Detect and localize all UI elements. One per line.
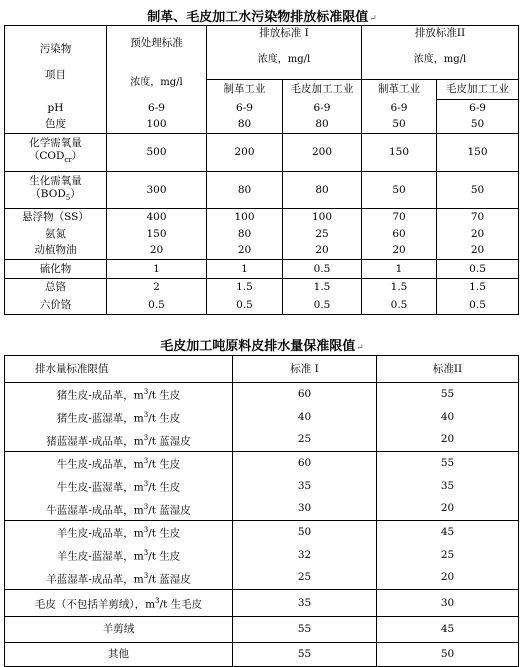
standard2-header: 排放标准II 浓度，mg/l — [362, 26, 519, 68]
table-row: 动植物油 20 20 20 20 20 — [5, 243, 519, 260]
table-header-row: 排水量标准限值 标准 I 标准II — [5, 356, 519, 383]
pollutant-header: 污染物 项目 — [5, 26, 107, 100]
table-row: 牛生皮-蓝湿革，$m^3/t$ 生皮 35 35 — [5, 475, 519, 498]
table-row: 牛生皮-成品革，$m^3/t$ 生皮 60 55 — [5, 452, 519, 475]
table-row: 猪生皮-成品革，$m^3/t$ 生皮 60 55 — [5, 383, 519, 406]
table-row: 牛蓝湿革-成品革，$m^3/t$ 蓝湿皮 30 20 — [5, 498, 519, 521]
table-row: 六价铬 0.5 0.5 0.5 0.5 0.5 — [5, 297, 519, 315]
table-row: 羊生皮-成品革，$m^3/t$ 生皮 50 45 — [5, 521, 519, 544]
sub-tanning-1: 制革工业 — [207, 80, 283, 100]
table-row: 化学需氧量 $(COD_{cr})$ 500 200 200 150 150 — [5, 134, 519, 172]
table-row: 羊剪绒 55 45 — [5, 617, 519, 643]
pollutant-limits-table — [4, 25, 519, 315]
sub-fur-1: 毛皮加工工业 — [283, 80, 362, 100]
table1-title: 制革、毛皮加工水污染物排放标准限值↵ — [147, 10, 377, 25]
table-row: 毛皮（不包括羊剪绒），$m^3/t$ 生毛皮 35 30 — [5, 590, 519, 617]
table-row: 羊生皮-蓝湿革，$m^3/t$ 生皮 32 25 — [5, 544, 519, 567]
table2-title: 毛皮加工吨原料皮排水量保准限值↵ — [160, 339, 364, 354]
pre-standard-header: 预处理标准 浓度，mg/l — [107, 26, 207, 100]
table-row: 总铬 2 1.5 1.5 1.5 1.5 — [5, 279, 519, 297]
table-row: 色度 100 80 80 50 50 — [5, 117, 519, 134]
standard1-header: 排放标准 I 浓度，mg/l — [207, 26, 362, 68]
table-row: 羊蓝湿革-成品革，$m^3/t$ 蓝湿皮 25 20 — [5, 567, 519, 590]
table-row: 悬浮物（SS） 400 100 100 70 70 — [5, 209, 519, 226]
wastewater-volume-table — [4, 355, 519, 667]
table-row: 硫化物 1 1 0.5 1 0.5 — [5, 260, 519, 279]
sub-fur-2: 毛皮加工工业 — [437, 80, 519, 100]
table-row: 生化需氧量 $(BOD_5)$ 300 80 80 50 50 — [5, 172, 519, 209]
table-row: 猪生皮-蓝湿革，$m^3/t$ 生皮 40 40 — [5, 406, 519, 429]
table-row: 其他 55 50 — [5, 643, 519, 667]
table-row: 猪蓝湿革-成品革，$m^3/t$ 蓝湿皮 25 20 — [5, 429, 519, 452]
table-row: pH 6-9 6-9 6-9 6-9 6-9 — [5, 100, 519, 117]
sub-tanning-2: 制革工业 — [362, 80, 437, 100]
table-row: 氨氮 150 80 25 60 20 — [5, 226, 519, 243]
